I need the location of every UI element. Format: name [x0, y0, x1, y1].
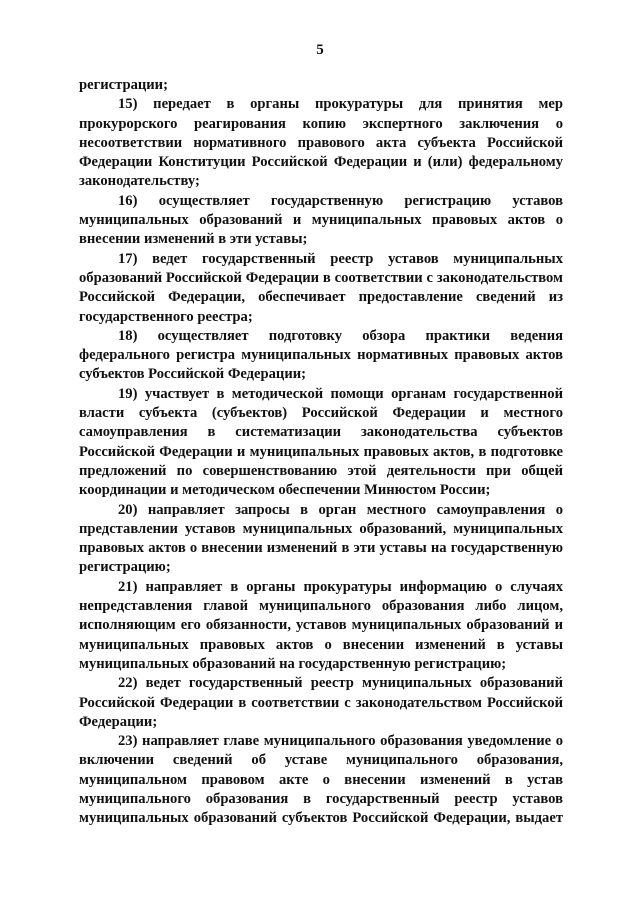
paragraph-item-15: 15) передает в органы прокуратуры для принятия мер прокурорского реагирования копию экспертного заключения о несоответствии нормативного правового акта субъекта Российской Федерации Конституции Российской Федерации и (или) федеральному законодательству;	[79, 96, 563, 190]
paragraph-item-20: 20) направляет запросы в орган местного самоуправления о представлении уставов муниципальных образований, муниципальных правовых актов о внесении изменений в эти уставы на государственную регистрацию;	[79, 501, 563, 576]
paragraph-item-16: 16) осуществляет государственную регистрацию уставов муниципальных образований и муниципальных правовых актов о внесении изменений в эти уставы;	[79, 192, 563, 248]
paragraph-item-17: 17) ведет государственный реестр уставов муниципальных образований Российской Федерации в соответствии с законодательством Российской Федерации, обеспечивает предоставление сведений из государственного реестра;	[79, 250, 563, 325]
paragraph-continuation: регистрации;	[79, 77, 168, 93]
paragraph-item-23: 23) направляет главе муниципального образования уведомление о включении сведений об уставе муниципального образования, муниципальном правовом акте о внесении изменений в устав муниципального образования в государственный реестр уставов муниципальных образований субъектов Российской Федерации, выдает	[79, 733, 563, 827]
paragraph-item-18: 18) осуществляет подготовку обзора практики ведения федерального регистра муниципальных нормативных правовых актов субъектов Российской Федерации;	[79, 327, 563, 383]
paragraph-item-22: 22) ведет государственный реестр муниципальных образований Российской Федерации в соответствии с законодательством Российской Федерации;	[79, 675, 563, 730]
paragraph-item-19: 19) участвует в методической помощи органам государственной власти субъекта (субъектов) Российской Федерации и местного самоуправления в систематизации законодательства субъектов Российской Федерации и муниципальных правовых актов, в подготовке предложений по совершенствованию этой деятельности при общей координации и методическом обеспечении Минюстом России;	[79, 385, 563, 499]
body-text	[79, 76, 563, 829]
paragraph-item-21: 21) направляет в органы прокуратуры информацию о случаях непредставления главой муниципального образования либо лицом, исполняющим его обязанности, уставов муниципальных образований и муниципальных правовых актов о внесении изменений в уставы муниципальных образований на государственную регистрацию;	[79, 578, 563, 672]
page-number: 5	[316, 42, 324, 58]
